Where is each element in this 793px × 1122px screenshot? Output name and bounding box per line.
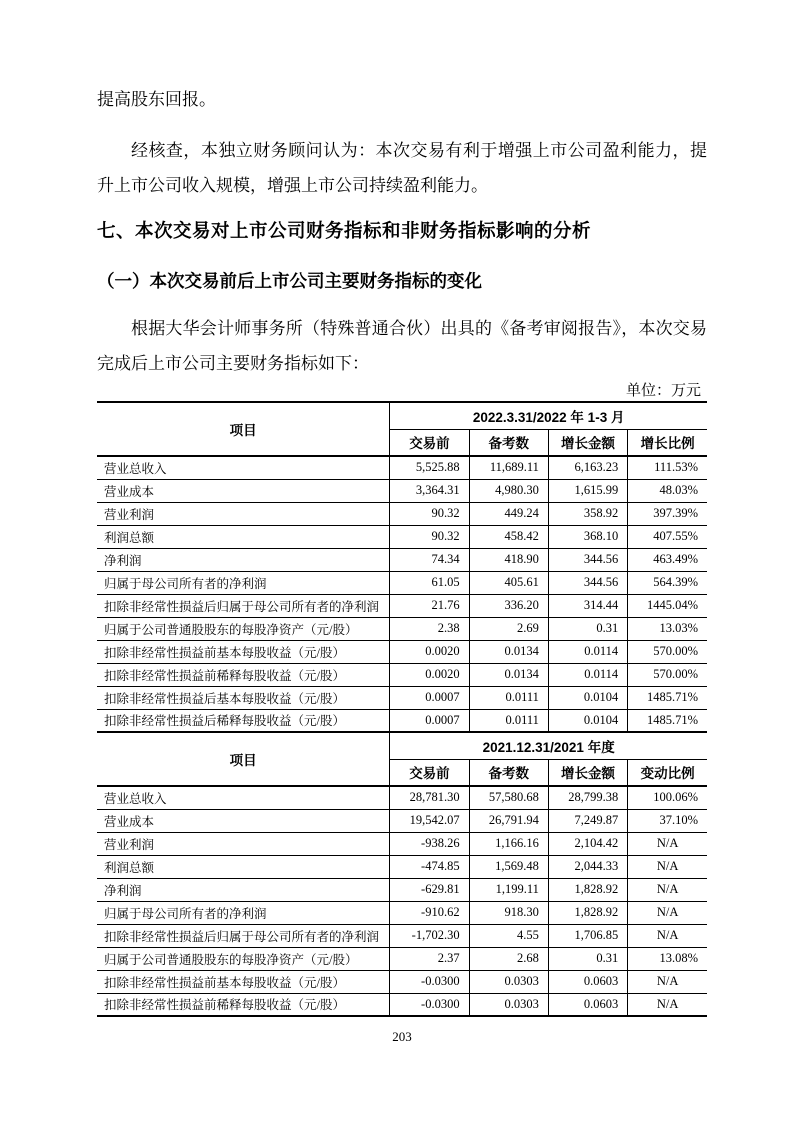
table-row bbox=[97, 924, 707, 947]
value-cell: 13.03% bbox=[628, 617, 707, 640]
value-cell: 28,781.30 bbox=[390, 786, 469, 809]
table-row bbox=[97, 878, 707, 901]
value-cell: 4.55 bbox=[469, 924, 548, 947]
value-cell: 0.31 bbox=[548, 617, 627, 640]
value-cell: 0.0134 bbox=[469, 640, 548, 663]
period-header-2022: 2022.3.31/2022 年 1-3 月 bbox=[390, 402, 707, 429]
section-heading: 七、本次交易对上市公司财务指标和非财务指标影响的分析 bbox=[97, 220, 592, 241]
value-cell: 1,166.16 bbox=[469, 832, 548, 855]
table-row bbox=[97, 809, 707, 832]
column-header-item: 项目 bbox=[97, 732, 390, 786]
value-cell: N/A bbox=[628, 855, 707, 878]
value-cell: N/A bbox=[628, 993, 707, 1016]
item-cell: 营业总收入 bbox=[97, 456, 390, 479]
paragraph-advisor-opinion: 经核查，本独立财务顾问认为：本次交易有利于增强上市公司盈利能力，提升上市公司收入规模，增强上市公司持续盈利能力。 bbox=[97, 141, 707, 195]
value-cell: 2.69 bbox=[469, 617, 548, 640]
item-cell: 扣除非经常性损益前稀释每股收益（元/股） bbox=[97, 993, 390, 1016]
table-row bbox=[97, 663, 707, 686]
item-cell: 营业总收入 bbox=[97, 786, 390, 809]
item-cell: 扣除非经常性损益前稀释每股收益（元/股） bbox=[97, 663, 390, 686]
item-cell: 归属于母公司所有者的净利润 bbox=[97, 901, 390, 924]
value-cell: 1,199.11 bbox=[469, 878, 548, 901]
value-cell: 1485.71% bbox=[628, 686, 707, 709]
column-header-pre-transaction: 交易前 bbox=[390, 759, 469, 786]
item-cell: 净利润 bbox=[97, 878, 390, 901]
table-row bbox=[97, 832, 707, 855]
value-cell: 449.24 bbox=[469, 502, 548, 525]
value-cell: 405.61 bbox=[469, 571, 548, 594]
value-cell: 1,569.48 bbox=[469, 855, 548, 878]
value-cell: 358.92 bbox=[548, 502, 627, 525]
value-cell: 21.76 bbox=[390, 594, 469, 617]
column-header-pro-forma: 备考数 bbox=[469, 759, 548, 786]
value-cell: 368.10 bbox=[548, 525, 627, 548]
value-cell: 1,615.99 bbox=[548, 479, 627, 502]
value-cell: N/A bbox=[628, 970, 707, 993]
value-cell: -0.0300 bbox=[390, 970, 469, 993]
value-cell: 4,980.30 bbox=[469, 479, 548, 502]
value-cell: 0.0020 bbox=[390, 640, 469, 663]
value-cell: 5,525.88 bbox=[390, 456, 469, 479]
table-row bbox=[97, 947, 707, 970]
table-row bbox=[97, 970, 707, 993]
column-header-growth-amount: 增长金额 bbox=[548, 429, 627, 456]
column-header-item: 项目 bbox=[97, 402, 390, 456]
value-cell: 6,163.23 bbox=[548, 456, 627, 479]
table-row bbox=[97, 640, 707, 663]
value-cell: -474.85 bbox=[390, 855, 469, 878]
value-cell: 570.00% bbox=[628, 640, 707, 663]
subsection-heading: （一）本次交易前后上市公司主要财务指标的变化 bbox=[97, 271, 482, 291]
value-cell: 418.90 bbox=[469, 548, 548, 571]
value-cell: 57,580.68 bbox=[469, 786, 548, 809]
value-cell: 26,791.94 bbox=[469, 809, 548, 832]
value-cell: 336.20 bbox=[469, 594, 548, 617]
value-cell: 2.38 bbox=[390, 617, 469, 640]
value-cell: 2,104.42 bbox=[548, 832, 627, 855]
value-cell: 1,706.85 bbox=[548, 924, 627, 947]
table-row bbox=[97, 993, 707, 1016]
item-cell: 扣除非经常性损益后稀释每股收益（元/股） bbox=[97, 709, 390, 732]
value-cell: 61.05 bbox=[390, 571, 469, 594]
value-cell: 0.0104 bbox=[548, 686, 627, 709]
column-header-growth-amount: 增长金额 bbox=[548, 759, 627, 786]
value-cell: 0.0134 bbox=[469, 663, 548, 686]
value-cell: 0.0114 bbox=[548, 640, 627, 663]
item-cell: 营业成本 bbox=[97, 809, 390, 832]
item-cell: 营业成本 bbox=[97, 479, 390, 502]
value-cell: -910.62 bbox=[390, 901, 469, 924]
table-row bbox=[97, 855, 707, 878]
value-cell: -0.0300 bbox=[390, 993, 469, 1016]
value-cell: 19,542.07 bbox=[390, 809, 469, 832]
item-cell: 营业利润 bbox=[97, 832, 390, 855]
item-cell: 营业利润 bbox=[97, 502, 390, 525]
value-cell: 0.0020 bbox=[390, 663, 469, 686]
value-cell: N/A bbox=[628, 878, 707, 901]
table-row bbox=[97, 571, 707, 594]
value-cell: 463.49% bbox=[628, 548, 707, 571]
paragraph-intro-tail: 提高股东回报。 bbox=[97, 90, 216, 109]
column-header-growth-ratio: 增长比例 bbox=[628, 429, 707, 456]
value-cell: 0.0111 bbox=[469, 686, 548, 709]
table-row bbox=[97, 709, 707, 732]
value-cell: 13.08% bbox=[628, 947, 707, 970]
value-cell: 2.68 bbox=[469, 947, 548, 970]
value-cell: 344.56 bbox=[548, 571, 627, 594]
value-cell: 0.0007 bbox=[390, 686, 469, 709]
table-row bbox=[97, 525, 707, 548]
value-cell: 28,799.38 bbox=[548, 786, 627, 809]
value-cell: N/A bbox=[628, 901, 707, 924]
value-cell: 3,364.31 bbox=[390, 479, 469, 502]
value-cell: 37.10% bbox=[628, 809, 707, 832]
table-header-row bbox=[97, 402, 707, 429]
value-cell: 7,249.87 bbox=[548, 809, 627, 832]
value-cell: 2,044.33 bbox=[548, 855, 627, 878]
value-cell: 0.0007 bbox=[390, 709, 469, 732]
value-cell: 90.32 bbox=[390, 502, 469, 525]
value-cell: 0.0303 bbox=[469, 970, 548, 993]
value-cell: 0.0111 bbox=[469, 709, 548, 732]
value-cell: 100.06% bbox=[628, 786, 707, 809]
item-cell: 扣除非经常性损益后归属于母公司所有者的净利润 bbox=[97, 594, 390, 617]
table-row bbox=[97, 594, 707, 617]
period-header-2021: 2021.12.31/2021 年度 bbox=[390, 732, 707, 759]
value-cell: 397.39% bbox=[628, 502, 707, 525]
value-cell: 570.00% bbox=[628, 663, 707, 686]
value-cell: 564.39% bbox=[628, 571, 707, 594]
column-header-change-ratio: 变动比例 bbox=[628, 759, 707, 786]
item-cell: 归属于公司普通股股东的每股净资产（元/股） bbox=[97, 617, 390, 640]
financial-indicators-table bbox=[97, 401, 707, 1017]
table-row bbox=[97, 479, 707, 502]
item-cell: 归属于公司普通股股东的每股净资产（元/股） bbox=[97, 947, 390, 970]
value-cell: 90.32 bbox=[390, 525, 469, 548]
value-cell: 0.31 bbox=[548, 947, 627, 970]
value-cell: -1,702.30 bbox=[390, 924, 469, 947]
item-cell: 净利润 bbox=[97, 548, 390, 571]
value-cell: -629.81 bbox=[390, 878, 469, 901]
column-header-pro-forma: 备考数 bbox=[469, 429, 548, 456]
table-row bbox=[97, 502, 707, 525]
value-cell: 0.0104 bbox=[548, 709, 627, 732]
value-cell: N/A bbox=[628, 832, 707, 855]
value-cell: 918.30 bbox=[469, 901, 548, 924]
value-cell: 1485.71% bbox=[628, 709, 707, 732]
value-cell: 0.0114 bbox=[548, 663, 627, 686]
table-header-row bbox=[97, 732, 707, 759]
item-cell: 归属于母公司所有者的净利润 bbox=[97, 571, 390, 594]
item-cell: 扣除非经常性损益后基本每股收益（元/股） bbox=[97, 686, 390, 709]
unit-label: 单位：万元 bbox=[625, 383, 701, 399]
table-row bbox=[97, 686, 707, 709]
table-row bbox=[97, 901, 707, 924]
page-number: 203 bbox=[392, 1029, 412, 1044]
value-cell: 11,689.11 bbox=[469, 456, 548, 479]
value-cell: 314.44 bbox=[548, 594, 627, 617]
value-cell: -938.26 bbox=[390, 832, 469, 855]
value-cell: 111.53% bbox=[628, 456, 707, 479]
value-cell: 407.55% bbox=[628, 525, 707, 548]
value-cell: 0.0603 bbox=[548, 993, 627, 1016]
value-cell: 1,828.92 bbox=[548, 901, 627, 924]
value-cell: 0.0303 bbox=[469, 993, 548, 1016]
value-cell: 48.03% bbox=[628, 479, 707, 502]
value-cell: N/A bbox=[628, 924, 707, 947]
value-cell: 2.37 bbox=[390, 947, 469, 970]
value-cell: 1445.04% bbox=[628, 594, 707, 617]
item-cell: 利润总额 bbox=[97, 525, 390, 548]
value-cell: 74.34 bbox=[390, 548, 469, 571]
value-cell: 1,828.92 bbox=[548, 878, 627, 901]
value-cell: 0.0603 bbox=[548, 970, 627, 993]
table-row bbox=[97, 548, 707, 571]
item-cell: 利润总额 bbox=[97, 855, 390, 878]
value-cell: 344.56 bbox=[548, 548, 627, 571]
item-cell: 扣除非经常性损益前基本每股收益（元/股） bbox=[97, 970, 390, 993]
value-cell: 458.42 bbox=[469, 525, 548, 548]
item-cell: 扣除非经常性损益后归属于母公司所有者的净利润 bbox=[97, 924, 390, 947]
column-header-pre-transaction: 交易前 bbox=[390, 429, 469, 456]
table-row bbox=[97, 786, 707, 809]
item-cell: 扣除非经常性损益前基本每股收益（元/股） bbox=[97, 640, 390, 663]
table-row bbox=[97, 617, 707, 640]
paragraph-table-intro: 根据大华会计师事务所（特殊普通合伙）出具的《备考审阅报告》，本次交易完成后上市公司主要财务指标如下： bbox=[97, 319, 707, 373]
table-row bbox=[97, 456, 707, 479]
